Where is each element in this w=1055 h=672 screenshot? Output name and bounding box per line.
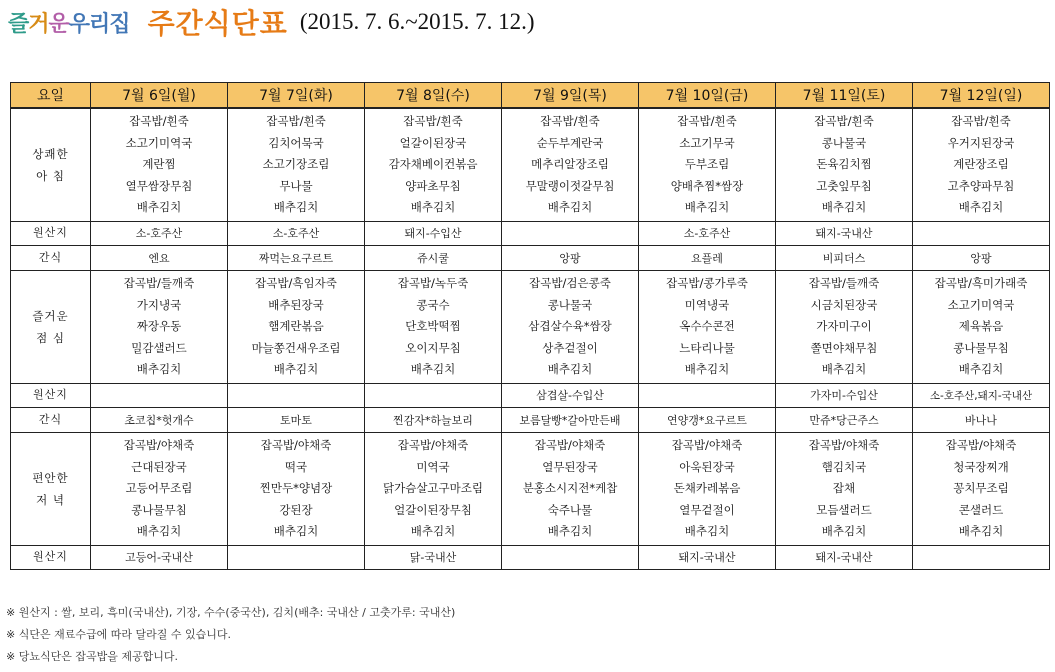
menu-item: 쫄면야채무침 — [810, 340, 878, 355]
menu-item: 잡곡밥/흰죽 — [129, 114, 189, 128]
menu-item: 잡곡밥/검은콩죽 — [529, 275, 611, 290]
menu-item: 햄계란볶음 — [268, 319, 324, 334]
dinner-label-line: 편안한 — [32, 470, 69, 485]
breakfast-cell — [228, 108, 365, 221]
menu-item: 콩나물국 — [547, 297, 593, 312]
lunch-cell — [776, 270, 913, 383]
menu-item: 무나물 — [279, 178, 313, 193]
menu-item: 잡곡밥/야채죽 — [397, 437, 469, 452]
menu-item: 배추김치 — [273, 362, 319, 377]
day-header: 7월 9일(목) — [502, 83, 639, 109]
menu-item: 잡곡밥/흰죽 — [540, 114, 600, 128]
menu-item: 배추김치 — [684, 524, 730, 539]
menu-item: 고등어무조림 — [125, 481, 193, 496]
menu-item: 잡곡밥/야채죽 — [945, 437, 1017, 452]
origin-label: 원산지 — [11, 221, 91, 245]
dinner-label — [11, 432, 91, 545]
lunch-label-line: 즐거운 — [32, 308, 69, 323]
origin-cell: 소-호주산 — [91, 221, 228, 245]
lunch-cell — [639, 270, 776, 383]
menu-item: 마늘쫑건새우조림 — [251, 340, 341, 355]
breakfast-cell — [913, 108, 1050, 221]
menu-item: 배추김치 — [273, 524, 319, 539]
lunch-cell — [91, 270, 228, 383]
origin-cell — [502, 221, 639, 245]
snack-cell: 비피더스 — [776, 245, 913, 270]
menu-item: 배추김치 — [821, 524, 867, 539]
menu-item: 감자채베이컨볶음 — [388, 157, 478, 172]
dinner-row — [11, 432, 1050, 545]
snack-cell: 엔요 — [91, 245, 228, 270]
menu-item: 얼갈이된장국 — [399, 135, 467, 150]
menu-item: 계란찜 — [142, 157, 176, 172]
menu-item: 배추김치 — [410, 524, 456, 539]
menu-item: 청국장찌개 — [953, 459, 1009, 474]
menu-item: 모듬샐러드 — [816, 502, 872, 517]
menu-item: 김치어묵국 — [268, 135, 324, 150]
snack-cell: 연양갱*요구르트 — [639, 407, 776, 432]
dinner-cell — [776, 432, 913, 545]
origin-cell — [228, 383, 365, 407]
menu-item: 콩나물무침 — [953, 340, 1009, 355]
menu-item: 숙주나물 — [547, 502, 593, 517]
menu-item: 배추김치 — [410, 362, 456, 377]
corner-header: 요일 — [11, 83, 91, 109]
menu-item: 미역국 — [416, 459, 450, 474]
menu-item: 배추김치 — [547, 362, 593, 377]
menu-item: 잡곡밥/흰죽 — [403, 114, 463, 128]
snack-cell: 보름달빵*갈아만든배 — [502, 407, 639, 432]
menu-item: 강된장 — [279, 502, 313, 517]
logo-char: 우리집 — [68, 11, 130, 37]
morning-snack-row — [11, 245, 1050, 270]
menu-item: 소고기장조림 — [262, 157, 330, 172]
breakfast-cell — [639, 108, 776, 221]
breakfast-origin-row — [11, 221, 1050, 245]
menu-item: 소고기미역국 — [947, 297, 1015, 312]
footnote: ※ 식단은 재료수급에 따라 달라질 수 있습니다. — [6, 628, 231, 641]
breakfast-row — [11, 108, 1050, 221]
menu-item: 배추김치 — [958, 362, 1004, 377]
menu-item: 잡곡밥/야채죽 — [671, 437, 743, 452]
breakfast-cell — [502, 108, 639, 221]
menu-item: 배추김치 — [136, 200, 182, 215]
menu-item: 시금치된장국 — [810, 297, 878, 312]
menu-item: 단호박떡찜 — [405, 319, 461, 334]
day-header: 7월 8일(수) — [365, 83, 502, 109]
menu-item: 콩나물국 — [821, 135, 867, 150]
menu-item: 배추김치 — [958, 200, 1004, 215]
menu-item: 메추리알장조림 — [531, 157, 609, 172]
menu-item: 잡곡밥/흑임자죽 — [255, 275, 337, 290]
breakfast-cell — [365, 108, 502, 221]
origin-cell — [913, 221, 1050, 245]
menu-item: 햄김치국 — [821, 459, 867, 474]
menu-item: 우거지된장국 — [947, 135, 1015, 150]
lunch-cell — [502, 270, 639, 383]
snack-cell: 만쥬*당근주스 — [776, 407, 913, 432]
afternoon-snack-row — [11, 407, 1050, 432]
menu-item: 배추김치 — [821, 362, 867, 377]
lunch-label-line: 점 심 — [36, 330, 65, 345]
snack-label: 간식 — [11, 245, 91, 270]
origin-cell: 돼지-수입산 — [365, 221, 502, 245]
snack-cell: 쥬시쿨 — [365, 245, 502, 270]
menu-item: 오이지무침 — [405, 340, 461, 355]
origin-cell: 소-호주산 — [228, 221, 365, 245]
menu-item: 잡곡밥/야채죽 — [260, 437, 332, 452]
menu-item: 배추된장국 — [268, 297, 324, 312]
menu-item: 배추김치 — [821, 200, 867, 215]
snack-cell: 앙팡 — [913, 245, 1050, 270]
menu-item: 잡곡밥/흰죽 — [814, 114, 874, 128]
menu-item: 무말랭이젓갈무침 — [525, 178, 615, 193]
dinner-label-line: 저 녁 — [36, 492, 65, 507]
logo-char: 운 — [48, 11, 69, 37]
origin-cell: 가자미-수입산 — [776, 383, 913, 407]
logo-char: 즐 — [8, 11, 29, 37]
menu-item: 잡곡밥/들깨죽 — [808, 275, 880, 290]
menu-item: 양파초무침 — [405, 178, 461, 193]
origin-cell — [502, 545, 639, 569]
menu-item: 순두부계란국 — [536, 135, 604, 150]
menu-item: 잡곡밥/야채죽 — [808, 437, 880, 452]
lunch-origin-row — [11, 383, 1050, 407]
menu-item: 상추겉절이 — [542, 340, 598, 355]
menu-item: 잡채 — [832, 481, 856, 496]
menu-item: 콩국수 — [416, 297, 450, 312]
snack-cell: 짜먹는요구르트 — [228, 245, 365, 270]
origin-cell — [228, 545, 365, 569]
menu-item: 짜장우동 — [136, 319, 182, 334]
origin-cell: 닭-국내산 — [365, 545, 502, 569]
menu-item: 열무쌈장무침 — [125, 178, 193, 193]
menu-item: 돈채카레볶음 — [673, 481, 741, 496]
menu-item: 배추김치 — [547, 524, 593, 539]
lunch-cell — [913, 270, 1050, 383]
dinner-cell — [365, 432, 502, 545]
date-range: (2015. 7. 6.~2015. 7. 12.) — [299, 9, 535, 34]
logo — [8, 7, 130, 38]
origin-cell — [913, 545, 1050, 569]
origin-label: 원산지 — [11, 383, 91, 407]
menu-item: 아욱된장국 — [679, 459, 735, 474]
menu-item: 배추김치 — [273, 200, 319, 215]
menu-item: 배추김치 — [136, 524, 182, 539]
menu-item: 배추김치 — [684, 362, 730, 377]
dinner-cell — [228, 432, 365, 545]
dinner-origin-row — [11, 545, 1050, 569]
menu-item: 두부조림 — [684, 157, 730, 172]
origin-cell — [365, 383, 502, 407]
day-header: 7월 6일(월) — [91, 83, 228, 109]
menu-item: 배추김치 — [684, 200, 730, 215]
menu-item: 가자미구이 — [816, 319, 872, 334]
footnote: ※ 당뇨식단은 잡곡밥을 제공합니다. — [6, 650, 178, 663]
menu-item: 닭가슴살고구마조림 — [383, 481, 483, 496]
breakfast-cell — [91, 108, 228, 221]
menu-item: 느타리나물 — [679, 340, 735, 355]
breakfast-label — [11, 108, 91, 221]
menu-item: 잡곡밥/들깨죽 — [123, 275, 195, 290]
origin-cell — [91, 383, 228, 407]
menu-item: 미역냉국 — [684, 297, 730, 312]
menu-item: 잡곡밥/야채죽 — [123, 437, 195, 452]
menu-item: 가지냉국 — [136, 297, 182, 312]
lunch-cell — [228, 270, 365, 383]
menu-item: 떡국 — [284, 459, 308, 474]
menu-item: 고추양파무침 — [947, 178, 1015, 193]
snack-cell: 토마토 — [228, 407, 365, 432]
menu-item: 콩나물무침 — [131, 502, 187, 517]
menu-item: 잡곡밥/흰죽 — [677, 114, 737, 128]
snack-cell: 바나나 — [913, 407, 1050, 432]
snack-cell: 요플레 — [639, 245, 776, 270]
dinner-cell — [913, 432, 1050, 545]
menu-item: 옥수수콘전 — [679, 319, 735, 334]
menu-item: 잡곡밥/콩가루죽 — [666, 275, 748, 290]
menu-item: 분홍소시지전*케찹 — [522, 481, 618, 496]
snack-cell: 찐감자*하늘보리 — [365, 407, 502, 432]
origin-cell: 돼지-국내산 — [776, 221, 913, 245]
origin-cell: 삼겹살-수입산 — [502, 383, 639, 407]
dinner-cell — [639, 432, 776, 545]
menu-item: 배추김치 — [410, 200, 456, 215]
menu-item: 배추김치 — [958, 524, 1004, 539]
menu-item: 열무겉절이 — [679, 502, 735, 517]
menu-item: 찐만두*양념장 — [259, 481, 333, 496]
lunch-label — [11, 270, 91, 383]
menu-item: 꽁치무조림 — [953, 481, 1009, 496]
menu-item: 계란장조림 — [953, 157, 1009, 172]
footnote: ※ 원산지 : 쌀, 보리, 흑미(국내산), 기장, 수수(중국산), 김치(배추: 국내산 / 고춧가루: 국내산) — [6, 606, 456, 619]
breakfast-label-line: 상쾌한 — [32, 146, 69, 161]
day-header: 7월 10일(금) — [639, 83, 776, 109]
origin-cell: 돼지-국내산 — [776, 545, 913, 569]
menu-item: 소고기미역국 — [125, 135, 193, 150]
origin-cell: 고등어-국내산 — [91, 545, 228, 569]
day-header: 7월 7일(화) — [228, 83, 365, 109]
menu-item: 고춧잎무침 — [816, 178, 872, 193]
origin-cell — [639, 383, 776, 407]
origin-cell: 소-호주산,돼지-국내산 — [913, 383, 1050, 407]
menu-item: 열무된장국 — [542, 459, 598, 474]
day-header: 7월 12일(일) — [913, 83, 1050, 109]
menu-item: 잡곡밥/흰죽 — [951, 114, 1011, 128]
day-header-row — [11, 83, 1050, 109]
menu-item: 근대된장국 — [131, 459, 187, 474]
origin-cell: 소-호주산 — [639, 221, 776, 245]
menu-item: 돈육김치찜 — [816, 157, 872, 172]
page-header — [8, 2, 535, 42]
menu-item: 소고기무국 — [679, 135, 735, 150]
snack-cell: 앙팡 — [502, 245, 639, 270]
menu-item: 삼겹살수육*쌈장 — [528, 319, 612, 334]
menu-item: 잡곡밥/녹두죽 — [397, 275, 469, 290]
menu-item: 잡곡밥/흰죽 — [266, 114, 326, 128]
menu-item: 배추김치 — [547, 200, 593, 215]
menu-item: 콘샐러드 — [958, 502, 1004, 517]
dinner-cell — [91, 432, 228, 545]
breakfast-cell — [776, 108, 913, 221]
dinner-cell — [502, 432, 639, 545]
menu-item: 밀감샐러드 — [131, 340, 187, 355]
menu-item: 배추김치 — [136, 362, 182, 377]
weekly-menu-table — [10, 82, 1050, 570]
lunch-cell — [365, 270, 502, 383]
lunch-row — [11, 270, 1050, 383]
page-title: 주간식단표 — [147, 7, 288, 40]
footnotes — [6, 602, 455, 668]
snack-label: 간식 — [11, 407, 91, 432]
day-header: 7월 11일(토) — [776, 83, 913, 109]
menu-item: 잡곡밥/야채죽 — [534, 437, 606, 452]
menu-item: 제육볶음 — [958, 319, 1004, 334]
menu-item: 얼갈이된장무침 — [394, 502, 472, 517]
menu-item: 양배추찜*쌈장 — [670, 178, 744, 193]
breakfast-label-line: 아 침 — [36, 168, 65, 183]
origin-label: 원산지 — [11, 545, 91, 569]
logo-char: 거 — [28, 11, 49, 37]
origin-cell: 돼지-국내산 — [639, 545, 776, 569]
snack-cell: 초코칩*헛개수 — [91, 407, 228, 432]
menu-item: 잡곡밥/흑미가래죽 — [934, 275, 1028, 290]
